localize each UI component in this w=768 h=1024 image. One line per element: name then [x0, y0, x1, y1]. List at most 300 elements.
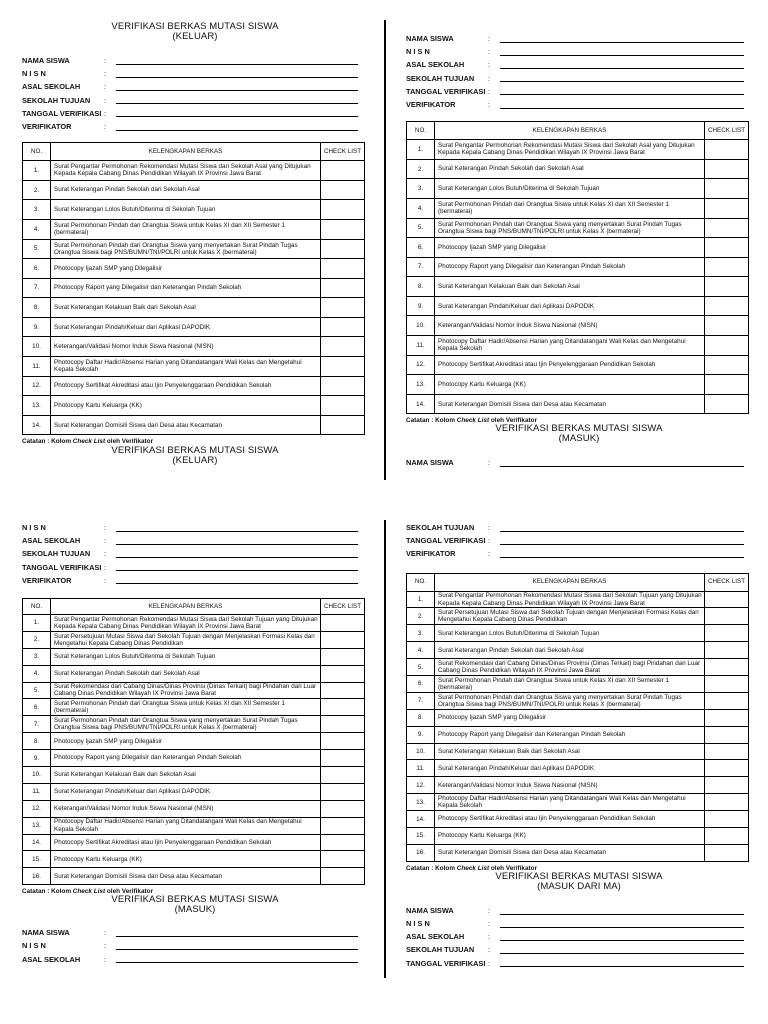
- table-row: [23, 682, 365, 699]
- row-number: 7.: [407, 692, 435, 709]
- row-number: 10.: [23, 766, 51, 783]
- table-row: [23, 278, 365, 298]
- table-row: [407, 179, 749, 199]
- field-verifikator: VERIFIKATOR :: [406, 547, 752, 560]
- row-number: 11.: [23, 783, 51, 800]
- row-number: 5.: [23, 682, 51, 699]
- row-document-name: Photocopy Ijazah SMP yang Dilegalisir: [435, 238, 705, 258]
- next-form-title: VERIFIKASI BERKAS MUTASI SISWA: [495, 870, 663, 882]
- row-number: 9.: [407, 296, 435, 316]
- row-document-name: Surat Persetujuan Mutasi Siswa dari Sekolah Tujuan dengan Menjelaskan Formasi Kelas dan Mengetahui Kepala Cabang Dinas Pendidikan: [51, 631, 321, 648]
- next-form-title: VERIFIKASI BERKAS MUTASI SISWA: [111, 445, 279, 457]
- row-document-name: Surat Rekomendasi dari Cabang Dinas/Dinas Provinsi (Dinas Terkait) bagi Pindahan dari Luar Cabang Dinas Pendidikan Wilayah IX Provinsi Jawa Barat: [435, 659, 705, 676]
- header-check-list: CHECK LIST: [321, 598, 365, 614]
- row-check-cell[interactable]: [321, 376, 365, 396]
- row-check-cell[interactable]: [321, 239, 365, 259]
- table-row: [23, 817, 365, 834]
- row-number: 7.: [23, 716, 51, 733]
- row-document-name: Surat Permohonan Pindah dari Orangtua Siswa yang menyertakan Surat Pindah Tugas Orangtua Siswa bagi PNS/BUMN/TNI/POLRI untuk Kelas X (bermaterai): [51, 239, 321, 259]
- row-check-cell[interactable]: [321, 750, 365, 767]
- sekolah-tujuan-input-line[interactable]: [500, 531, 744, 532]
- nama-siswa-input-line[interactable]: [500, 42, 744, 43]
- row-document-name: Surat Keterangan Pindah/Keluar dari Aplikasi DAPODIK: [435, 296, 705, 316]
- field-tanggal-verifikasi: TANGGAL VERIFIKASI :: [406, 957, 752, 970]
- row-document-name: Photocopy Kartu Keluarga (KK): [51, 396, 321, 416]
- row-number: 5.: [407, 659, 435, 676]
- header-no: NO.: [407, 122, 435, 140]
- row-document-name: Surat Keterangan Pindah/Keluar dari Aplikasi DAPODIK: [51, 783, 321, 800]
- row-document-name: Surat Permohonan Pindah dari Orangtua Siswa yang menyertakan Surat Pindah Tugas Orangtua Siswa bagi PNS/BUMN/TNI/POLRI untuk Kelas X (bermaterai): [435, 218, 705, 238]
- nama-siswa-input-line[interactable]: [500, 466, 744, 467]
- table-row: [407, 709, 749, 726]
- table-row: [407, 642, 749, 659]
- row-check-cell[interactable]: [321, 716, 365, 733]
- tanggal-verifikasi-input-line[interactable]: [500, 966, 744, 967]
- table-row: [23, 766, 365, 783]
- row-number: 5.: [407, 218, 435, 238]
- row-number: 11.: [407, 760, 435, 777]
- table-row: [23, 180, 365, 200]
- row-number: 4.: [407, 198, 435, 218]
- row-number: 8.: [23, 298, 51, 318]
- row-document-name: Surat Permohonan Pindah dari Orangtua Siswa untuk Kelas XI dan XII Semester 1 (bermaterai): [435, 198, 705, 218]
- table-row: [407, 828, 749, 845]
- row-check-cell[interactable]: [321, 733, 365, 750]
- row-check-cell[interactable]: [705, 277, 749, 297]
- row-check-cell[interactable]: [705, 336, 749, 356]
- row-number: 9.: [407, 726, 435, 743]
- row-number: 13.: [407, 375, 435, 395]
- row-number: 2.: [407, 159, 435, 179]
- header-no: NO.: [407, 573, 435, 591]
- row-number: 6.: [23, 259, 51, 279]
- row-check-cell[interactable]: [321, 665, 365, 682]
- row-number: 16.: [23, 868, 51, 885]
- row-check-cell[interactable]: [705, 692, 749, 709]
- row-check-cell[interactable]: [705, 811, 749, 828]
- row-check-cell[interactable]: [321, 317, 365, 337]
- row-check-cell[interactable]: [321, 783, 365, 800]
- student-fields: [406, 521, 752, 561]
- row-number: 5.: [23, 239, 51, 259]
- field-tanggal-verifikasi: TANGGAL VERIFIKASI :: [22, 561, 368, 574]
- table-row: [407, 625, 749, 642]
- asal-sekolah-input-line[interactable]: [500, 68, 744, 69]
- sekolah-tujuan-input-line[interactable]: [500, 953, 744, 954]
- table-row: [23, 851, 365, 868]
- table-row: [407, 316, 749, 336]
- row-check-cell[interactable]: [321, 817, 365, 834]
- row-check-cell[interactable]: [321, 337, 365, 357]
- field-sekolah-tujuan: SEKOLAH TUJUAN :: [406, 943, 752, 956]
- row-number: 2.: [23, 631, 51, 648]
- row-check-cell[interactable]: [705, 794, 749, 811]
- row-number: 14.: [23, 415, 51, 435]
- asal-sekolah-input-line[interactable]: [500, 940, 744, 941]
- row-check-cell[interactable]: [705, 198, 749, 218]
- row-document-name: Surat Pengantar Permohonan Rekomendasi Mutasi Siswa dari Sekolah Tujuan yang Ditujukan Kepada Kepala Cabang Dinas Pendidikan Wilayah IX Provinsi Jawa Barat: [51, 614, 321, 631]
- table-row: [23, 648, 365, 665]
- header-check-list: CHECK LIST: [321, 143, 365, 161]
- field-nama-siswa: NAMA SISWA :: [406, 32, 752, 45]
- row-check-cell[interactable]: [705, 709, 749, 726]
- header-check-list: CHECK LIST: [705, 122, 749, 140]
- row-number: 3.: [407, 179, 435, 199]
- table-row: [23, 317, 365, 337]
- row-check-cell[interactable]: [321, 357, 365, 377]
- form-bottom-right: [406, 521, 752, 970]
- table-row: [407, 726, 749, 743]
- nisn-input-line[interactable]: [500, 55, 744, 56]
- table-row: [407, 198, 749, 218]
- row-number: 12.: [407, 777, 435, 794]
- next-form-title: VERIFIKASI BERKAS MUTASI SISWA: [495, 423, 663, 435]
- row-document-name: Photocopy Raport yang Dilegalisir dan Keterangan Pindah Sekolah: [51, 750, 321, 767]
- table-row: [23, 298, 365, 318]
- table-row: [407, 760, 749, 777]
- row-check-cell[interactable]: [321, 259, 365, 279]
- row-number: 3.: [407, 625, 435, 642]
- header-check-list: CHECK LIST: [705, 573, 749, 591]
- sekolah-tujuan-input-line[interactable]: [500, 81, 744, 82]
- row-check-cell[interactable]: [705, 676, 749, 693]
- field-sekolah-tujuan: SEKOLAH TUJUAN :: [22, 94, 368, 107]
- row-number: 6.: [407, 676, 435, 693]
- column-divider-bottom: [384, 520, 386, 978]
- row-number: 8.: [23, 733, 51, 750]
- row-document-name: Surat Keterangan Lolos Butuh/Diterima di Sekolah Tujuan: [435, 625, 705, 642]
- table-row: [407, 394, 749, 414]
- row-number: 8.: [407, 277, 435, 297]
- next-form-subtitle: (MASUK DARI MA): [537, 880, 621, 892]
- table-row: [23, 800, 365, 817]
- field-nisn: N I S N :: [22, 939, 368, 952]
- table-row: [407, 238, 749, 258]
- row-check-cell[interactable]: [321, 766, 365, 783]
- row-number: 1.: [23, 614, 51, 631]
- row-check-cell[interactable]: [321, 631, 365, 648]
- row-document-name: Photocopy Sertifikat Akreditasi atau Ijin Penyelenggaraan Pendidikan Sekolah: [435, 355, 705, 375]
- table-row: [23, 733, 365, 750]
- nama-siswa-input-line[interactable]: [500, 914, 744, 915]
- row-number: 12.: [407, 355, 435, 375]
- row-number: 6.: [23, 699, 51, 716]
- table-row: [23, 631, 365, 648]
- table-row: [407, 140, 749, 160]
- table-row: [23, 396, 365, 416]
- footnote: Catatan : Kolom Check List oleh Verifikator: [22, 438, 154, 446]
- form-masuk-bottom-left: [22, 521, 368, 966]
- field-asal-sekolah: ASAL SEKOLAH :: [406, 930, 752, 943]
- row-check-cell[interactable]: [705, 844, 749, 861]
- row-document-name: Surat Keterangan Domisili Siswa dari Desa atau Kecamatan: [435, 844, 705, 861]
- row-number: 1.: [407, 591, 435, 608]
- checklist-table: [22, 142, 365, 435]
- row-document-name: Photocopy Sertifikat Akreditasi atau Ijin Penyelenggaraan Pendidikan Sekolah: [51, 834, 321, 851]
- asal-sekolah-input-line[interactable]: [116, 544, 358, 545]
- table-row: [407, 777, 749, 794]
- student-fields: [406, 32, 752, 111]
- table-row: [23, 699, 365, 716]
- form-keluar-top-left: [22, 22, 368, 466]
- table-row: [23, 783, 365, 800]
- header-no: NO.: [23, 598, 51, 614]
- row-check-cell[interactable]: [705, 591, 749, 608]
- row-document-name: Photocopy Raport yang Dilegalisir dan Keterangan Pindah Sekolah: [435, 257, 705, 277]
- table-row: [407, 277, 749, 297]
- nisn-input-line[interactable]: [116, 949, 358, 950]
- tanggal-verifikasi-input-line[interactable]: [500, 544, 744, 545]
- row-check-cell[interactable]: [321, 396, 365, 416]
- field-nama-siswa: NAMA SISWA :: [22, 54, 368, 67]
- table-row: [23, 337, 365, 357]
- table-row: [407, 159, 749, 179]
- nisn-input-line[interactable]: [500, 927, 744, 928]
- row-number: 1.: [407, 140, 435, 160]
- field-nama-siswa: NAMA SISWA :: [406, 456, 752, 469]
- field-sekolah-tujuan: SEKOLAH TUJUAN :: [406, 72, 752, 85]
- table-row: [23, 868, 365, 885]
- row-check-cell[interactable]: [705, 218, 749, 238]
- asal-sekolah-input-line[interactable]: [116, 90, 358, 91]
- table-row: [23, 200, 365, 220]
- footnote: Catatan : Kolom Check List oleh Verifikator: [406, 864, 538, 872]
- table-row: [407, 692, 749, 709]
- table-row: [407, 794, 749, 811]
- row-document-name: Surat Keterangan Kelakuan Baik dari Sekolah Asal: [51, 766, 321, 783]
- row-document-name: Surat Keterangan Lolos Butuh/Diterima di Sekolah Tujuan: [435, 179, 705, 199]
- row-number: 9.: [23, 750, 51, 767]
- row-check-cell[interactable]: [321, 415, 365, 435]
- row-check-cell[interactable]: [705, 316, 749, 336]
- table-row: [407, 811, 749, 828]
- nisn-input-line[interactable]: [116, 531, 358, 532]
- row-check-cell[interactable]: [705, 608, 749, 625]
- column-divider-top: [384, 20, 386, 480]
- row-check-cell[interactable]: [705, 238, 749, 258]
- row-number: 2.: [23, 180, 51, 200]
- table-row: [23, 834, 365, 851]
- row-document-name: Photocopy Kartu Keluarga (KK): [51, 851, 321, 868]
- header-kelengkapan: KELENGKAPAN BERKAS: [51, 143, 321, 161]
- table-row: [23, 259, 365, 279]
- row-document-name: Keterangan/Validasi Nomor Induk Siswa Nasional (NISN): [435, 777, 705, 794]
- field-nisn: N I S N :: [406, 917, 752, 930]
- verifikator-input-line[interactable]: [500, 557, 744, 558]
- row-check-cell[interactable]: [321, 298, 365, 318]
- row-check-cell[interactable]: [705, 355, 749, 375]
- row-document-name: Keterangan/Validasi Nomor Induk Siswa Nasional (NISN): [435, 316, 705, 336]
- row-check-cell[interactable]: [705, 743, 749, 760]
- header-no: NO.: [23, 143, 51, 161]
- table-row: [407, 608, 749, 625]
- row-document-name: Surat Pengantar Permohonan Rekomendasi Mutasi Siswa dari Sekolah Asal yang Ditujukan Kepada Kepala Cabang Dinas Pendidikan Wilayah IX Provinsi Jawa Barat: [435, 140, 705, 160]
- table-row: [407, 659, 749, 676]
- row-document-name: Photocopy Kartu Keluarga (KK): [435, 828, 705, 845]
- tanggal-verifikasi-input-line[interactable]: [116, 570, 358, 571]
- row-check-cell[interactable]: [705, 394, 749, 414]
- row-check-cell[interactable]: [321, 851, 365, 868]
- row-document-name: Surat Keterangan Domisili Siswa dari Desa atau Kecamatan: [51, 415, 321, 435]
- table-row: [407, 296, 749, 316]
- table-row: [407, 676, 749, 693]
- row-check-cell[interactable]: [705, 777, 749, 794]
- table-row: [23, 239, 365, 259]
- next-form-subtitle: (MASUK): [558, 433, 600, 445]
- row-document-name: Surat Keterangan Lolos Butuh/Diterima di Sekolah Tujuan: [51, 200, 321, 220]
- footnote: Catatan : Kolom Check List oleh Verifikator: [22, 888, 154, 896]
- row-number: 12.: [23, 376, 51, 396]
- sekolah-tujuan-input-line[interactable]: [116, 103, 358, 104]
- table-row: [23, 415, 365, 435]
- row-check-cell[interactable]: [705, 828, 749, 845]
- row-check-cell[interactable]: [705, 296, 749, 316]
- table-row: [23, 750, 365, 767]
- row-document-name: Surat Pengantar Permohonan Rekomendasi Mutasi Siswa dari Sekolah Tujuan yang Ditujukan Kepada Kepala Cabang Dinas Pendidikan Wilayah IX Provinsi Jawa Barat: [435, 591, 705, 608]
- table-row: [23, 219, 365, 239]
- row-check-cell[interactable]: [321, 278, 365, 298]
- table-row: [407, 591, 749, 608]
- row-document-name: Surat Keterangan Domisili Siswa dari Desa atau Kecamatan: [51, 868, 321, 885]
- field-sekolah-tujuan: SEKOLAH TUJUAN :: [22, 547, 368, 560]
- form-top-right: [406, 32, 752, 470]
- row-document-name: Photocopy Kartu Keluarga (KK): [435, 375, 705, 395]
- field-tanggal-verifikasi: TANGGAL VERIFIKASI :: [22, 107, 368, 120]
- checklist-table: [406, 573, 749, 862]
- student-fields: [22, 54, 368, 133]
- row-document-name: Surat Pengantar Permohonan Rekomendasi Mutasi Siswa dari Sekolah Asal yang Ditujukan Kepada Kepala Cabang Dinas Pendidikan Wilayah IX Provinsi Jawa Barat: [51, 161, 321, 181]
- row-document-name: Surat Keterangan Pindah/Keluar dari Aplikasi DAPODIK: [51, 317, 321, 337]
- row-check-cell[interactable]: [321, 648, 365, 665]
- field-asal-sekolah: ASAL SEKOLAH :: [406, 58, 752, 71]
- field-nisn: N I S N :: [406, 45, 752, 58]
- row-document-name: Photocopy Ijazah SMP yang Dilegalisir: [435, 709, 705, 726]
- row-document-name: Surat Rekomendasi dari Cabang Dinas/Dinas Provinsi (Dinas Terkait) bagi Pindahan dari Luar Cabang Dinas Pendidikan Wilayah IX Provinsi Jawa Barat: [51, 682, 321, 699]
- row-document-name: Surat Keterangan Pindah Sekolah dari Sekolah Asal: [51, 180, 321, 200]
- row-check-cell[interactable]: [321, 200, 365, 220]
- verifikator-input-line[interactable]: [116, 130, 358, 131]
- table-row: [407, 257, 749, 277]
- field-tanggal-verifikasi: TANGGAL VERIFIKASI :: [406, 534, 752, 547]
- row-document-name: Photocopy Daftar Hadir/Absensi Harian yang Ditandatangani Wali Kelas dan Mengetahui Kepala Sekolah: [435, 336, 705, 356]
- form-title: VERIFIKASI BERKAS MUTASI SISWA: [111, 21, 279, 32]
- row-document-name: Surat Keterangan Pindah Sekolah dari Sekolah Asal: [435, 159, 705, 179]
- row-number: 15.: [23, 851, 51, 868]
- row-document-name: Keterangan/Validasi Nomor Induk Siswa Nasional (NISN): [51, 800, 321, 817]
- row-check-cell[interactable]: [321, 180, 365, 200]
- row-check-cell[interactable]: [705, 257, 749, 277]
- nama-siswa-input-line[interactable]: [116, 64, 358, 65]
- row-document-name: Surat Keterangan Kelakuan Baik dari Sekolah Asal: [51, 298, 321, 318]
- row-document-name: Surat Permohonan Pindah dari Orangtua Siswa untuk Kelas XI dan XII Semester 1 (bermaterai): [51, 699, 321, 716]
- row-check-cell[interactable]: [705, 659, 749, 676]
- row-check-cell[interactable]: [705, 140, 749, 160]
- asal-sekolah-input-line[interactable]: [116, 962, 358, 963]
- row-number: 11.: [23, 357, 51, 377]
- row-number: 16.: [407, 844, 435, 861]
- next-form-subtitle: (KELUAR): [172, 455, 218, 467]
- row-check-cell[interactable]: [321, 699, 365, 716]
- row-check-cell[interactable]: [321, 161, 365, 181]
- row-check-cell[interactable]: [321, 800, 365, 817]
- row-number: 7.: [23, 278, 51, 298]
- row-check-cell[interactable]: [321, 834, 365, 851]
- verifikator-input-line[interactable]: [500, 108, 744, 109]
- field-verifikator: VERIFIKATOR :: [22, 120, 368, 133]
- table-row: [23, 161, 365, 181]
- nisn-input-line[interactable]: [116, 77, 358, 78]
- row-document-name: Photocopy Sertifikat Akreditasi atau Ijin Penyelenggaraan Pendidikan Sekolah: [51, 376, 321, 396]
- tanggal-verifikasi-input-line[interactable]: [500, 94, 744, 95]
- nama-siswa-input-line[interactable]: [116, 936, 358, 937]
- row-document-name: Surat Keterangan Pindah Sekolah dari Sekolah Asal: [435, 642, 705, 659]
- row-check-cell[interactable]: [321, 614, 365, 631]
- row-check-cell[interactable]: [321, 868, 365, 885]
- row-number: 4.: [23, 665, 51, 682]
- table-row: [23, 376, 365, 396]
- table-row: [23, 665, 365, 682]
- row-document-name: Surat Permohonan Pindah dari Orangtua Siswa untuk Kelas XI dan XII Semester 1 (bermaterai): [51, 219, 321, 239]
- next-form-fields: [406, 456, 752, 469]
- row-document-name: Photocopy Raport yang Dilegalisir dan Keterangan Pindah Sekolah: [51, 278, 321, 298]
- row-check-cell[interactable]: [705, 760, 749, 777]
- footnote: Catatan : Kolom Check List oleh Verifikator: [406, 417, 538, 425]
- field-asal-sekolah: ASAL SEKOLAH :: [22, 534, 368, 547]
- field-nisn: N I S N :: [22, 521, 368, 534]
- row-document-name: Keterangan/Validasi Nomor Induk Siswa Nasional (NISN): [51, 337, 321, 357]
- field-sekolah-tujuan: SEKOLAH TUJUAN :: [406, 521, 752, 534]
- row-number: 7.: [407, 257, 435, 277]
- row-document-name: Surat Permohonan Pindah dari Orangtua Siswa yang menyertakan Surat Pindah Tugas Orangtua Siswa bagi PNS/BUMN/TNI/POLRI untuk Kelas X (bermaterai): [51, 716, 321, 733]
- row-number: 10.: [23, 337, 51, 357]
- row-number: 12.: [23, 800, 51, 817]
- verifikator-input-line[interactable]: [116, 583, 358, 584]
- row-number: 3.: [23, 648, 51, 665]
- row-check-cell[interactable]: [705, 625, 749, 642]
- row-document-name: Surat Keterangan Kelakuan Baik dari Sekolah Asal: [435, 743, 705, 760]
- row-document-name: Photocopy Sertifikat Akreditasi atau Ijin Penyelenggaraan Pendidikan Sekolah: [435, 811, 705, 828]
- row-number: 15.: [407, 828, 435, 845]
- checklist-table: [22, 598, 365, 885]
- row-check-cell[interactable]: [321, 682, 365, 699]
- row-number: 10.: [407, 316, 435, 336]
- row-check-cell[interactable]: [705, 375, 749, 395]
- row-document-name: Photocopy Daftar Hadir/Absensi Harian yang Ditandatangani Wali Kelas dan Mengetahui Kepala Sekolah: [435, 794, 705, 811]
- row-document-name: Photocopy Raport yang Dilegalisir dan Keterangan Pindah Sekolah: [435, 726, 705, 743]
- table-row: [407, 375, 749, 395]
- header-kelengkapan: KELENGKAPAN BERKAS: [435, 122, 705, 140]
- row-number: 6.: [407, 238, 435, 258]
- row-check-cell[interactable]: [705, 179, 749, 199]
- row-number: 2.: [407, 608, 435, 625]
- row-check-cell[interactable]: [705, 726, 749, 743]
- table-row: [407, 743, 749, 760]
- row-number: 13.: [23, 817, 51, 834]
- sekolah-tujuan-input-line[interactable]: [116, 557, 358, 558]
- checklist-table: [406, 121, 749, 414]
- row-document-name: Photocopy Ijazah SMP yang Dilegalisir: [51, 733, 321, 750]
- field-nama-siswa: NAMA SISWA :: [406, 904, 752, 917]
- row-check-cell[interactable]: [321, 219, 365, 239]
- row-number: 14.: [407, 394, 435, 414]
- row-check-cell[interactable]: [705, 159, 749, 179]
- row-check-cell[interactable]: [705, 642, 749, 659]
- row-document-name: Photocopy Ijazah SMP yang Dilegalisir: [51, 259, 321, 279]
- row-number: 4.: [23, 219, 51, 239]
- next-form-fields: [406, 904, 752, 970]
- tanggal-verifikasi-input-line[interactable]: [116, 116, 358, 117]
- row-number: 3.: [23, 200, 51, 220]
